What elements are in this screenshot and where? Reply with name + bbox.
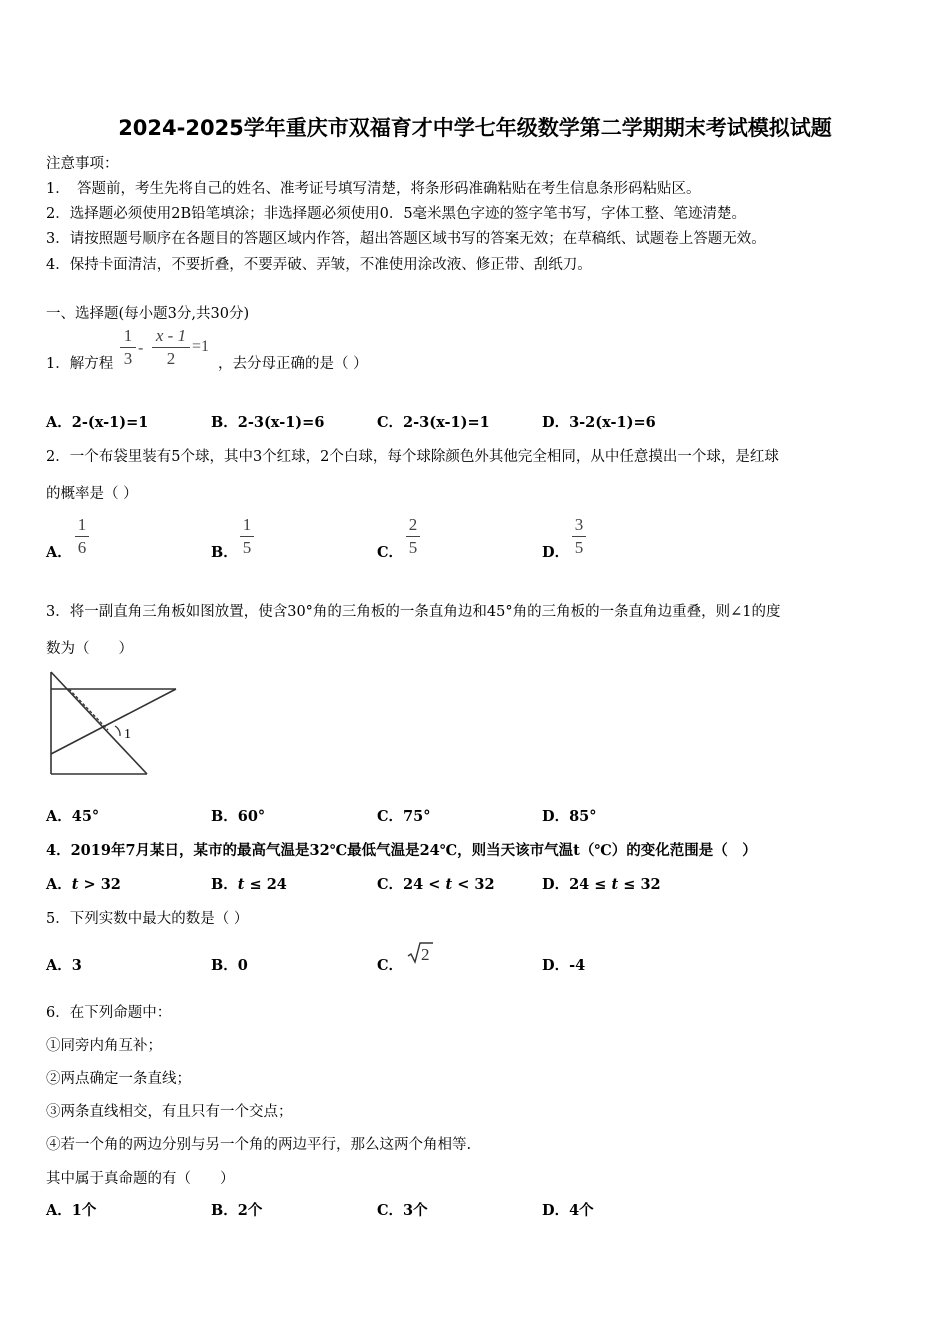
notice-item: 2．选择题必须使用2B铅笔填涂；非选择题必须使用0．5毫米黑色字迹的签字笔书写，字体工整、笔迹清楚。: [46, 206, 747, 222]
q2-option-d-label: D．: [542, 544, 570, 561]
q6-question: 其中属于真命题的有（ ）: [46, 1171, 235, 1187]
q5-option-b: B．0: [211, 957, 248, 974]
q6-proposition: ③两条直线相交，有且只有一个交点；: [46, 1104, 293, 1120]
q4-option-a: A．t > 32: [46, 876, 121, 893]
notice-heading: 注意事项：: [46, 156, 119, 172]
sqrt-argument: 2: [421, 945, 430, 964]
q2-option-c-fraction: 2 5: [406, 515, 420, 558]
q3-option-b: B．60°: [211, 808, 266, 825]
q4-option-d: D．24 ≤ t ≤ 32: [542, 876, 661, 893]
q1-prefix: 1．解方程: [46, 356, 114, 372]
notice-item: 3．请按照题号顺序在各题目的答题区域内作答，超出答题区域书写的答案无效；在草稿纸、试题卷上答题无效。: [46, 231, 766, 247]
q3-option-d: D．85°: [542, 808, 597, 825]
figure-dashed-line: [69, 689, 108, 730]
angle-arc: [115, 726, 120, 736]
q5-option-c: C．: [377, 957, 404, 974]
q5-text: 5．下列实数中最大的数是（ ）: [46, 911, 249, 927]
q2-option-d-fraction: 3 5: [572, 515, 586, 558]
q6-option-a: A．1个: [46, 1202, 97, 1219]
q2-text-line1: 2．一个布袋里装有5个球，其中3个红球，2个白球，每个球除颜色外其他完全相同，从中任意摸出一个球，是红球: [46, 449, 779, 465]
q2-option-a-label: A．: [46, 544, 72, 561]
q6-text: 6．在下列命题中：: [46, 1005, 172, 1021]
q4-option-c: C．24 < t < 32: [377, 876, 495, 893]
q1-suffix: ，去分母正确的是（ ）: [218, 356, 368, 372]
q5-option-a: A．3: [46, 957, 82, 974]
q1-option-b: B．2-3(x-1)=6: [211, 414, 325, 431]
q6-option-d: D．4个: [542, 1202, 594, 1219]
page-title: 2024-2025学年重庆市双福育才中学七年级数学第二学期期末考试模拟试题: [118, 116, 832, 140]
q1-minus: -: [138, 338, 144, 357]
q6-option-b: B．2个: [211, 1202, 263, 1219]
q1-fraction-1: 1 3: [120, 326, 136, 369]
q1-fraction-2: x - 1 2: [152, 326, 190, 369]
section-heading: 一、选择题(每小题3分,共30分): [46, 306, 250, 322]
q6-proposition: ①同旁内角互补；: [46, 1038, 162, 1054]
q4-option-b: B．t ≤ 24: [211, 876, 287, 893]
q2-option-a-fraction: 1 6: [75, 515, 89, 558]
q5-option-d: D．-4: [542, 957, 586, 974]
q6-option-c: C．3个: [377, 1202, 428, 1219]
sqrt-expression: [406, 940, 434, 966]
figure-hypotenuse-30: [51, 689, 176, 754]
q1-option-a: A．2-(x-1)=1: [46, 414, 149, 431]
q2-option-b-label: B．: [211, 544, 238, 561]
figure-hypotenuse-45: [51, 672, 147, 774]
q2-text-line2: 的概率是（ ）: [46, 486, 138, 502]
q3-option-a: A．45°: [46, 808, 100, 825]
angle-label: 1: [124, 727, 131, 742]
q1-option-c: C．2-3(x-1)=1: [377, 414, 490, 431]
notice-item: 1． 答题前，考生先将自己的姓名、准考证号填写清楚，将条形码准确粘贴在考生信息条形码粘贴区。: [46, 181, 701, 197]
q6-proposition: ④若一个角的两边分别与另一个角的两边平行，那么这两个角相等.: [46, 1137, 472, 1153]
q3-option-c: C．75°: [377, 808, 431, 825]
q6-proposition: ②两点确定一条直线；: [46, 1071, 191, 1087]
notice-item: 4．保持卡面清洁，不要折叠，不要弄破、弄皱，不准使用涂改液、修正带、刮纸刀。: [46, 257, 592, 273]
q2-option-b-fraction: 1 5: [240, 515, 254, 558]
q1-option-d: D．3-2(x-1)=6: [542, 414, 656, 431]
q4-text: 4．2019年7月某日，某市的最高气温是32℃最低气温是24℃，则当天该市气温t（℃）的变化范围是（ ）: [46, 842, 757, 859]
q3-text-line1: 3．将一副直角三角板如图放置，使含30°角的三角板的一条直角边和45°角的三角板的一条直角边重叠，则∠1的度: [46, 604, 781, 620]
q1-rhs: =1: [192, 338, 210, 355]
q3-text-line2: 数为（ ）: [46, 641, 133, 657]
triangle-figure: [44, 668, 184, 780]
q2-option-c-label: C．: [377, 544, 404, 561]
